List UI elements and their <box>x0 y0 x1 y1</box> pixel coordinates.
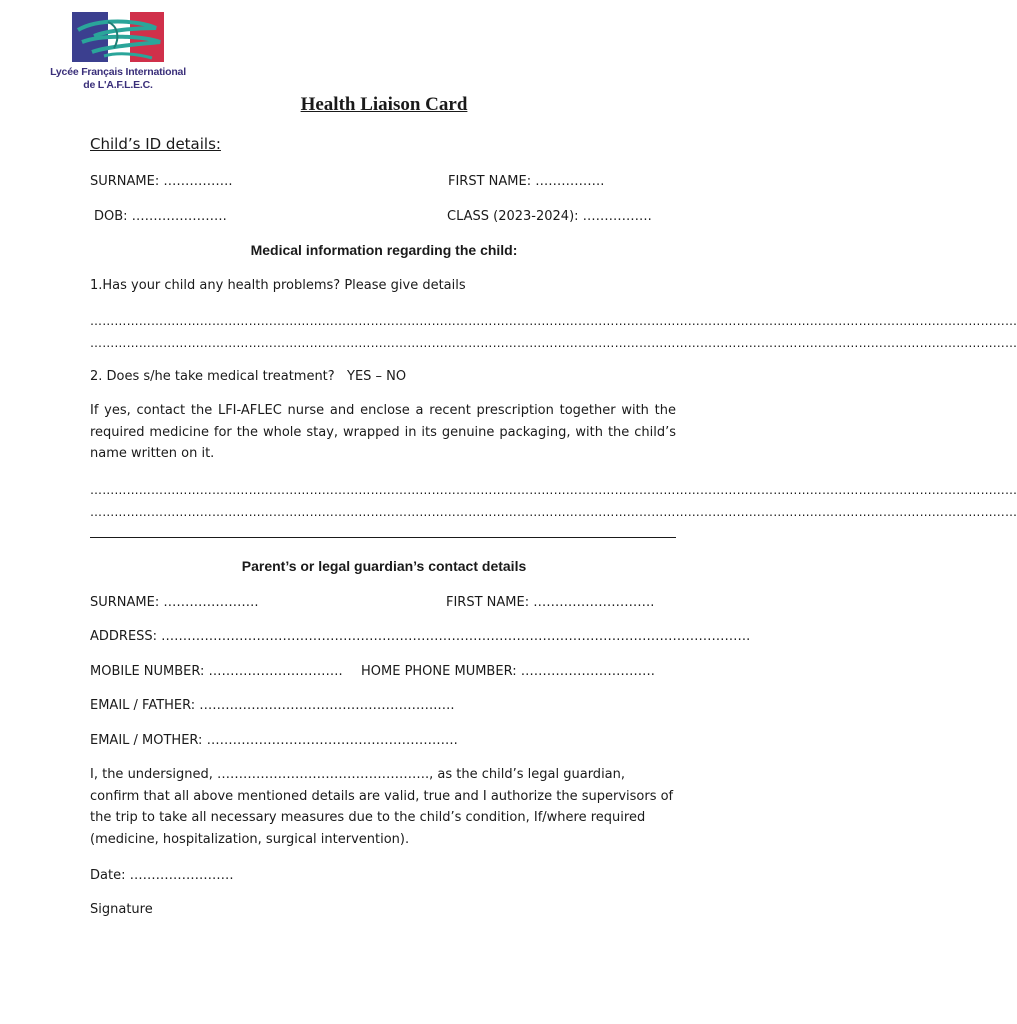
yes-no-answer: YES – NO <box>347 369 407 384</box>
section-divider <box>90 537 676 538</box>
child-dob-field: DOB: …………………. <box>94 209 227 224</box>
address-field: ADDRESS: ………………………………………………………………………………………………………………………. <box>90 629 751 644</box>
logo-text-line1: Lycée Français International <box>50 66 186 78</box>
guardian-declaration: I, the undersigned, …………………………………………., as the child’s legal guardian, confirm that all above mentioned details are valid, true and I authorize the supervisors of the trip to take all necessary measures due to the child’s condition, If/where required (medicine, hospitalization, surgical intervention). <box>90 767 674 847</box>
parent-contact-heading: Parent’s or legal guardian’s contact details <box>241 558 527 574</box>
school-logo-mark <box>48 8 193 68</box>
school-logo <box>48 8 193 92</box>
answer-dotted-line: ………………………………………………………………………………………………………………………………………………………………………………………………………… <box>90 336 1017 350</box>
mobile-number-field: MOBILE NUMBER: …………………………. <box>90 664 343 679</box>
medical-treatment-question: 2. Does s/he take medical treatment? <box>90 369 335 384</box>
date-field: Date: …………………… <box>90 868 234 883</box>
logo-text-line2: de L'A.F.L.E.C. <box>83 79 153 91</box>
signature-label: Signature <box>90 902 153 917</box>
child-surname-field: SURNAME: ……………. <box>90 174 233 189</box>
home-phone-field: HOME PHONE MUMBER: …………………………. <box>361 664 655 679</box>
answer-dotted-line: ………………………………………………………………………………………………………………………………………………………………………………………………………… <box>90 314 1017 328</box>
page-title: Health Liaison Card <box>300 94 468 115</box>
child-id-heading: Child’s ID details: <box>90 135 221 153</box>
health-problems-question: 1.Has your child any health problems? Please give details <box>90 278 466 293</box>
email-father-field: EMAIL / FATHER: ……………………………………………….…. <box>90 698 455 713</box>
answer-dotted-line: ………………………………………………………………………………………………………………………………………………………………………………………………………… <box>90 505 1017 519</box>
email-mother-field: EMAIL / MOTHER: …………………………………………………. <box>90 733 458 748</box>
medical-info-heading: Medical information regarding the child: <box>250 242 518 258</box>
child-first-name-field: FIRST NAME: ……………. <box>448 174 605 189</box>
answer-dotted-line: ………………………………………………………………………………………………………………………………………………………………………………………………………… <box>90 483 1017 497</box>
parent-first-name-field: FIRST NAME: ………………………. <box>446 595 655 610</box>
parent-surname-field: SURNAME: …………………. <box>90 595 259 610</box>
treatment-instructions: If yes, contact the LFI-AFLEC nurse and enclose a recent prescription together with the required medicine for the whole stay, wrapped in its genuine packaging, with the child’s name written on it. <box>90 403 676 461</box>
child-class-field: CLASS (2023-2024): ……………. <box>447 209 652 224</box>
